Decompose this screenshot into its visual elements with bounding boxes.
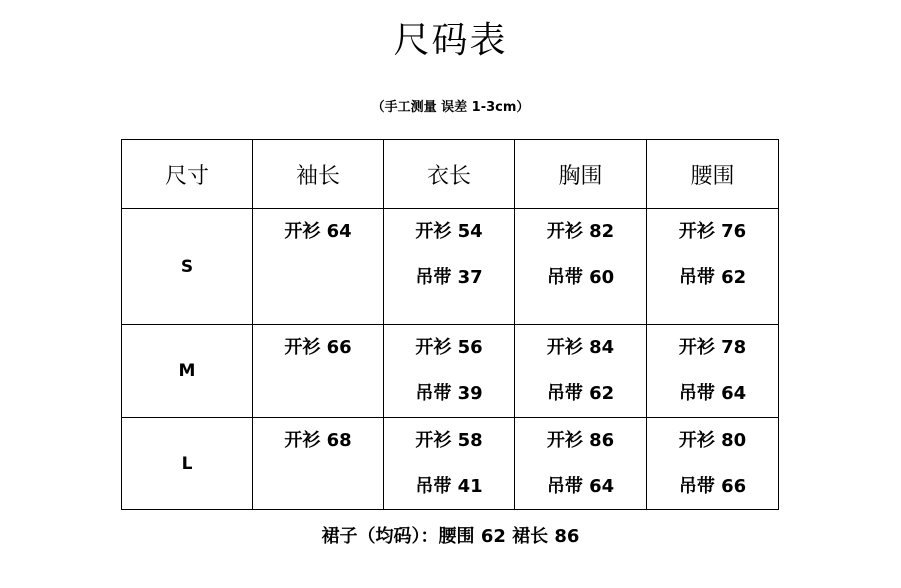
waist-cell	[647, 418, 779, 510]
cardigan-value: 开衫 66	[284, 337, 352, 358]
camisole-value: 吊带 39	[415, 383, 483, 404]
length-cell	[384, 209, 515, 325]
sleeve-cell	[253, 325, 384, 418]
cardigan-value: 开衫 78	[678, 337, 747, 358]
camisole-value: 吊带 60	[546, 267, 615, 288]
table-row	[122, 418, 779, 510]
header-sleeve: 袖长	[253, 140, 384, 209]
cardigan-value: 开衫 82	[546, 221, 615, 242]
table-header-row	[122, 140, 779, 209]
cardigan-value: 开衫 68	[284, 430, 352, 451]
cardigan-value: 开衫 56	[415, 337, 483, 358]
table-row	[122, 325, 779, 418]
camisole-value: 吊带 62	[678, 267, 747, 288]
size-cell: M	[122, 325, 253, 418]
header-size: 尺寸	[122, 140, 253, 209]
size-cell: S	[122, 209, 253, 325]
sleeve-cell	[253, 418, 384, 510]
cardigan-value: 开衫 80	[678, 430, 747, 451]
cardigan-value: 开衫 54	[415, 221, 483, 242]
cardigan-value: 开衫 86	[546, 430, 615, 451]
camisole-value: 吊带 64	[546, 476, 615, 497]
skirt-size-note: 裙子（均码）：腰围 62 裙长 86	[321, 526, 580, 547]
size-cell: L	[122, 418, 253, 510]
cardigan-value: 开衫 84	[546, 337, 615, 358]
length-cell	[384, 325, 515, 418]
bust-cell	[515, 325, 647, 418]
length-cell	[384, 418, 515, 510]
waist-cell	[647, 325, 779, 418]
table-row	[122, 209, 779, 325]
cardigan-value: 开衫 58	[415, 430, 483, 451]
camisole-value: 吊带 64	[678, 383, 747, 404]
page-title: 尺码表	[393, 20, 508, 61]
header-length: 衣长	[384, 140, 515, 209]
bust-cell	[515, 209, 647, 325]
camisole-value: 吊带 66	[678, 476, 747, 497]
bust-cell	[515, 418, 647, 510]
header-waist: 腰围	[647, 140, 779, 209]
camisole-value: 吊带 41	[415, 476, 483, 497]
size-chart-table	[121, 139, 779, 510]
camisole-value: 吊带 62	[546, 383, 615, 404]
cardigan-value: 开衫 64	[284, 221, 352, 242]
header-bust: 胸围	[515, 140, 647, 209]
waist-cell	[647, 209, 779, 325]
cardigan-value: 开衫 76	[678, 221, 747, 242]
sleeve-cell	[253, 209, 384, 325]
measurement-note: （手工测量 误差 1-3cm）	[371, 100, 530, 115]
camisole-value: 吊带 37	[415, 267, 483, 288]
